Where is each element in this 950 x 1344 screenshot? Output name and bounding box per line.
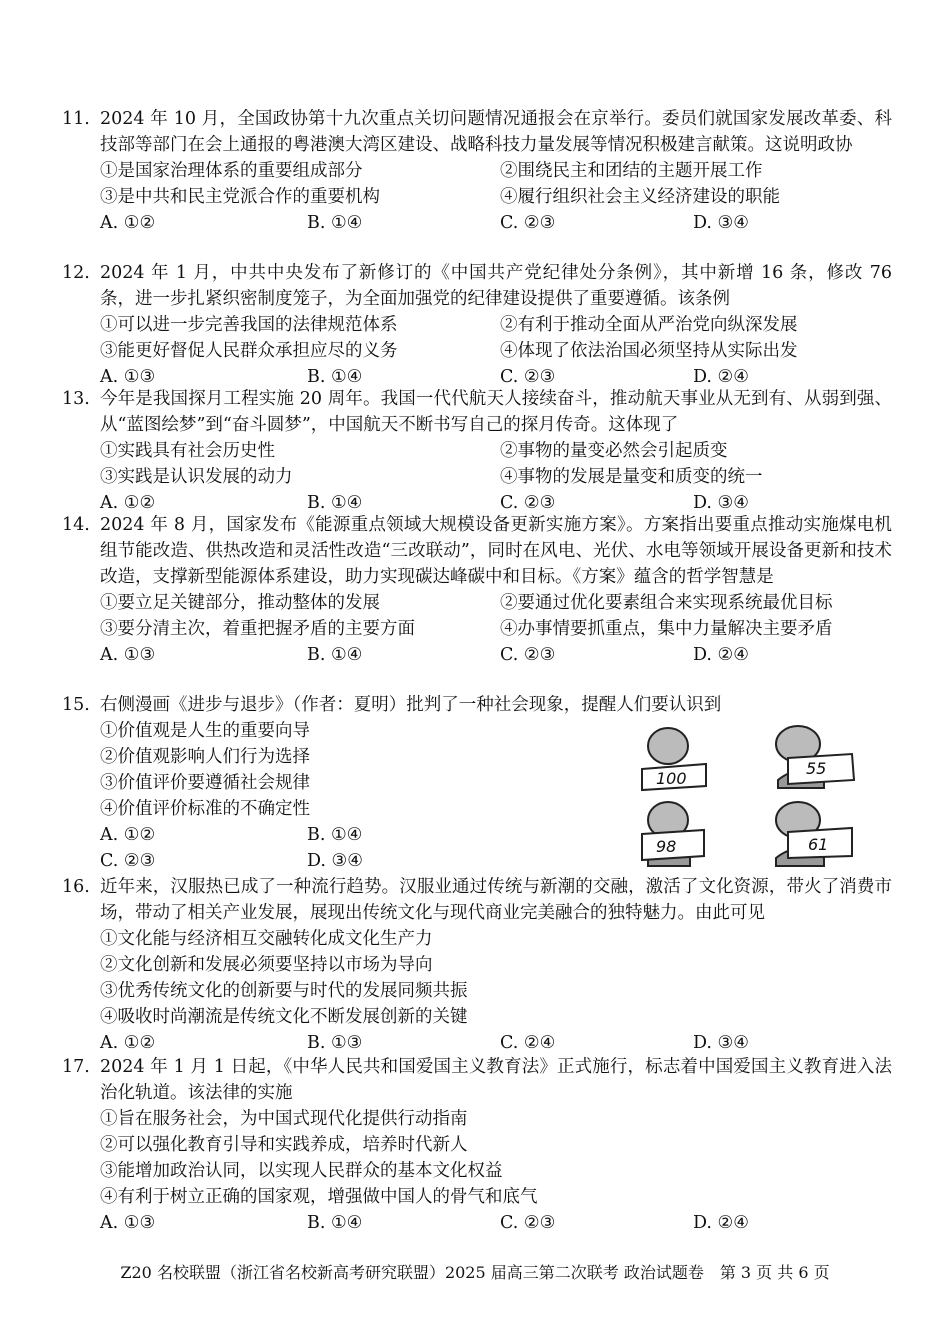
option-2: ②事物的量变必然会引起质变: [500, 441, 728, 461]
option-1: ①文化能与经济相互交融转化成文化生产力: [100, 929, 433, 949]
option-4: ④办事情要抓重点，集中力量解决主要矛盾: [500, 619, 833, 639]
choice-a[interactable]: A. ①②: [100, 493, 156, 513]
question-13: [62, 386, 892, 516]
question-stem: 2024 年 8 月，国家发布《能源重点领域大规模设备更新实施方案》。方案指出要重点推动实施煤电机组节能改造、供热改造和灵活性改造“三改联动”，同时在风电、光伏、水电等领域开展设备更新和技术改造，支撑新型能源体系建设，助力实现碳达峰碳中和目标。《方案》蕴含的哲学智慧是: [100, 515, 892, 587]
choice-c[interactable]: C. ②③: [500, 367, 556, 387]
cartoon-number: 98: [656, 837, 677, 856]
option-2: ②价值观影响人们行为选择: [100, 747, 310, 767]
question-stem: 2024 年 10 月，全国政协第十九次重点关切问题情况通报会在京举行。委员们就国家发展改革委、科技部等部门在会上通报的粤港澳大湾区建设、战略科技力量发展等情况积极建言献策。这说明政协: [100, 109, 892, 155]
question-number: 12.: [62, 263, 90, 283]
question-14: [62, 512, 892, 668]
option-4: ④价值评价标准的不确定性: [100, 799, 310, 819]
choice-c[interactable]: C. ②③: [500, 493, 556, 513]
option-row: [100, 184, 892, 210]
choice-b[interactable]: B. ①④: [307, 367, 363, 387]
choice-b[interactable]: B. ①④: [307, 645, 363, 665]
option-2: ②文化创新和发展必须要坚持以市场为导向: [100, 955, 433, 975]
option-row: [100, 616, 892, 642]
option-3: ③优秀传统文化的创新要与时代的发展同频共振: [100, 981, 468, 1001]
option-3: ③是中共和民主党派合作的重要机构: [100, 187, 380, 207]
answer-choices: [100, 1030, 892, 1056]
question-16: [62, 874, 892, 1056]
option-row: [100, 312, 892, 338]
option-2: ②要通过优化要素组合来实现系统最优目标: [500, 593, 833, 613]
question-number: 15.: [62, 695, 90, 715]
question-stem: 今年是我国探月工程实施 20 周年。我国一代代航天人接续奋斗，推动航天事业从无到有、从弱到强、从“蓝图绘梦”到“奋斗圆梦”，中国航天不断书写自己的探月传奇。这体现了: [100, 389, 892, 435]
choice-a[interactable]: A. ①③: [100, 645, 156, 665]
choice-d[interactable]: D. ②④: [693, 1213, 749, 1233]
question-stem: 近年来，汉服热已成了一种流行趋势。汉服业通过传统与新潮的交融，激活了文化资源，带火了消费市场，带动了相关产业发展，展现出传统文化与现代商业完美融合的独特魅力。由此可见: [100, 877, 892, 923]
question-17: [62, 1054, 892, 1236]
option-4: ④吸收时尚潮流是传统文化不断发展创新的关键: [100, 1007, 468, 1027]
cartoon-number: 100: [656, 769, 687, 788]
question-11: [62, 106, 892, 236]
option-1: ①是国家治理体系的重要组成部分: [100, 161, 363, 181]
choice-a[interactable]: A. ①③: [100, 1213, 156, 1233]
option-row: [100, 590, 892, 616]
question-12: [62, 260, 892, 390]
option-row: [100, 338, 892, 364]
option-2: ②有利于推动全面从严治党向纵深发展: [500, 315, 798, 335]
question-stem: 2024 年 1 月 1 日起，《中华人民共和国爱国主义教育法》正式施行，标志着中国爱国主义教育进入法治化轨道。该法律的实施: [100, 1057, 892, 1103]
option-4: ④履行组织社会主义经济建设的职能: [500, 187, 780, 207]
cartoon-number: 61: [808, 835, 829, 854]
option-row: [100, 158, 892, 184]
answer-choices: [100, 1210, 892, 1236]
question-number: 13.: [62, 389, 90, 409]
choice-c[interactable]: C. ②③: [500, 213, 556, 233]
choice-a[interactable]: A. ①③: [100, 367, 156, 387]
question-stem: 2024 年 1 月，中共中央发布了新修订的《中国共产党纪律处分条例》，其中新增 16 条，修改 76 条，进一步扎紧织密制度笼子，为全面加强党的纪律建设提供了重要遵循。该条例: [100, 263, 892, 309]
option-row: [100, 464, 892, 490]
option-2: ②可以强化教育引导和实践养成，培养时代新人: [100, 1135, 468, 1155]
choice-a[interactable]: A. ①②: [100, 1033, 156, 1053]
choice-c[interactable]: C. ②③: [500, 1213, 556, 1233]
answer-choices: [100, 210, 892, 236]
option-1: ①价值观是人生的重要向导: [100, 721, 310, 741]
option-1: ①可以进一步完善我国的法律规范体系: [100, 315, 398, 335]
option-4: ④体现了依法治国必须坚持从实际出发: [500, 341, 798, 361]
option-3: ③能增加政治认同，以实现人民群众的基本文化权益: [100, 1161, 503, 1181]
option-3: ③价值评价要遵循社会规律: [100, 773, 310, 793]
choice-d[interactable]: D. ③④: [693, 213, 749, 233]
question-stem: 右侧漫画《进步与退步》（作者：夏明）批判了一种社会现象，提醒人们要认识到: [100, 695, 722, 715]
cartoon-head: [648, 728, 688, 764]
choice-a[interactable]: A. ①②: [100, 825, 156, 845]
choice-c[interactable]: C. ②④: [500, 1033, 556, 1053]
choice-d[interactable]: D. ②④: [693, 367, 749, 387]
cartoon-number: 55: [806, 759, 827, 778]
question-number: 16.: [62, 877, 90, 897]
choice-d[interactable]: D. ③④: [693, 493, 749, 513]
question-number: 11.: [62, 109, 90, 129]
option-4: ④事物的发展是量变和质变的统一: [500, 467, 763, 487]
option-3: ③实践是认识发展的动力: [100, 467, 293, 487]
page-footer: Z20 名校联盟（浙江省名校新高考研究联盟）2025 届高三第二次联考 政治试题卷 第 3 页 共 6 页: [120, 1263, 830, 1282]
choice-b[interactable]: B. ①④: [307, 493, 363, 513]
choice-c[interactable]: C. ②③: [100, 851, 156, 871]
option-row: [100, 438, 892, 464]
choice-b[interactable]: B. ①④: [307, 825, 363, 845]
cartoon-progress-and-regress: [638, 724, 880, 870]
option-1: ①实践具有社会历史性: [100, 441, 275, 461]
choice-d[interactable]: D. ③④: [307, 851, 363, 871]
choice-a[interactable]: A. ①②: [100, 213, 156, 233]
choice-d[interactable]: D. ②④: [693, 645, 749, 665]
option-4: ④有利于树立正确的国家观，增强做中国人的骨气和底气: [100, 1187, 538, 1207]
question-number: 14.: [62, 515, 90, 535]
answer-choices: [100, 642, 892, 668]
option-1: ①要立足关键部分，推动整体的发展: [100, 593, 380, 613]
option-2: ②围绕民主和团结的主题开展工作: [500, 161, 763, 181]
option-1: ①旨在服务社会，为中国式现代化提供行动指南: [100, 1109, 468, 1129]
choice-d[interactable]: D. ③④: [693, 1033, 749, 1053]
option-3: ③能更好督促人民群众承担应尽的义务: [100, 341, 398, 361]
choice-b[interactable]: B. ①④: [307, 213, 363, 233]
choice-c[interactable]: C. ②③: [500, 645, 556, 665]
question-number: 17.: [62, 1057, 90, 1077]
option-3: ③要分清主次，着重把握矛盾的主要方面: [100, 619, 415, 639]
choice-b[interactable]: B. ①④: [307, 1213, 363, 1233]
choice-b[interactable]: B. ①③: [307, 1033, 363, 1053]
